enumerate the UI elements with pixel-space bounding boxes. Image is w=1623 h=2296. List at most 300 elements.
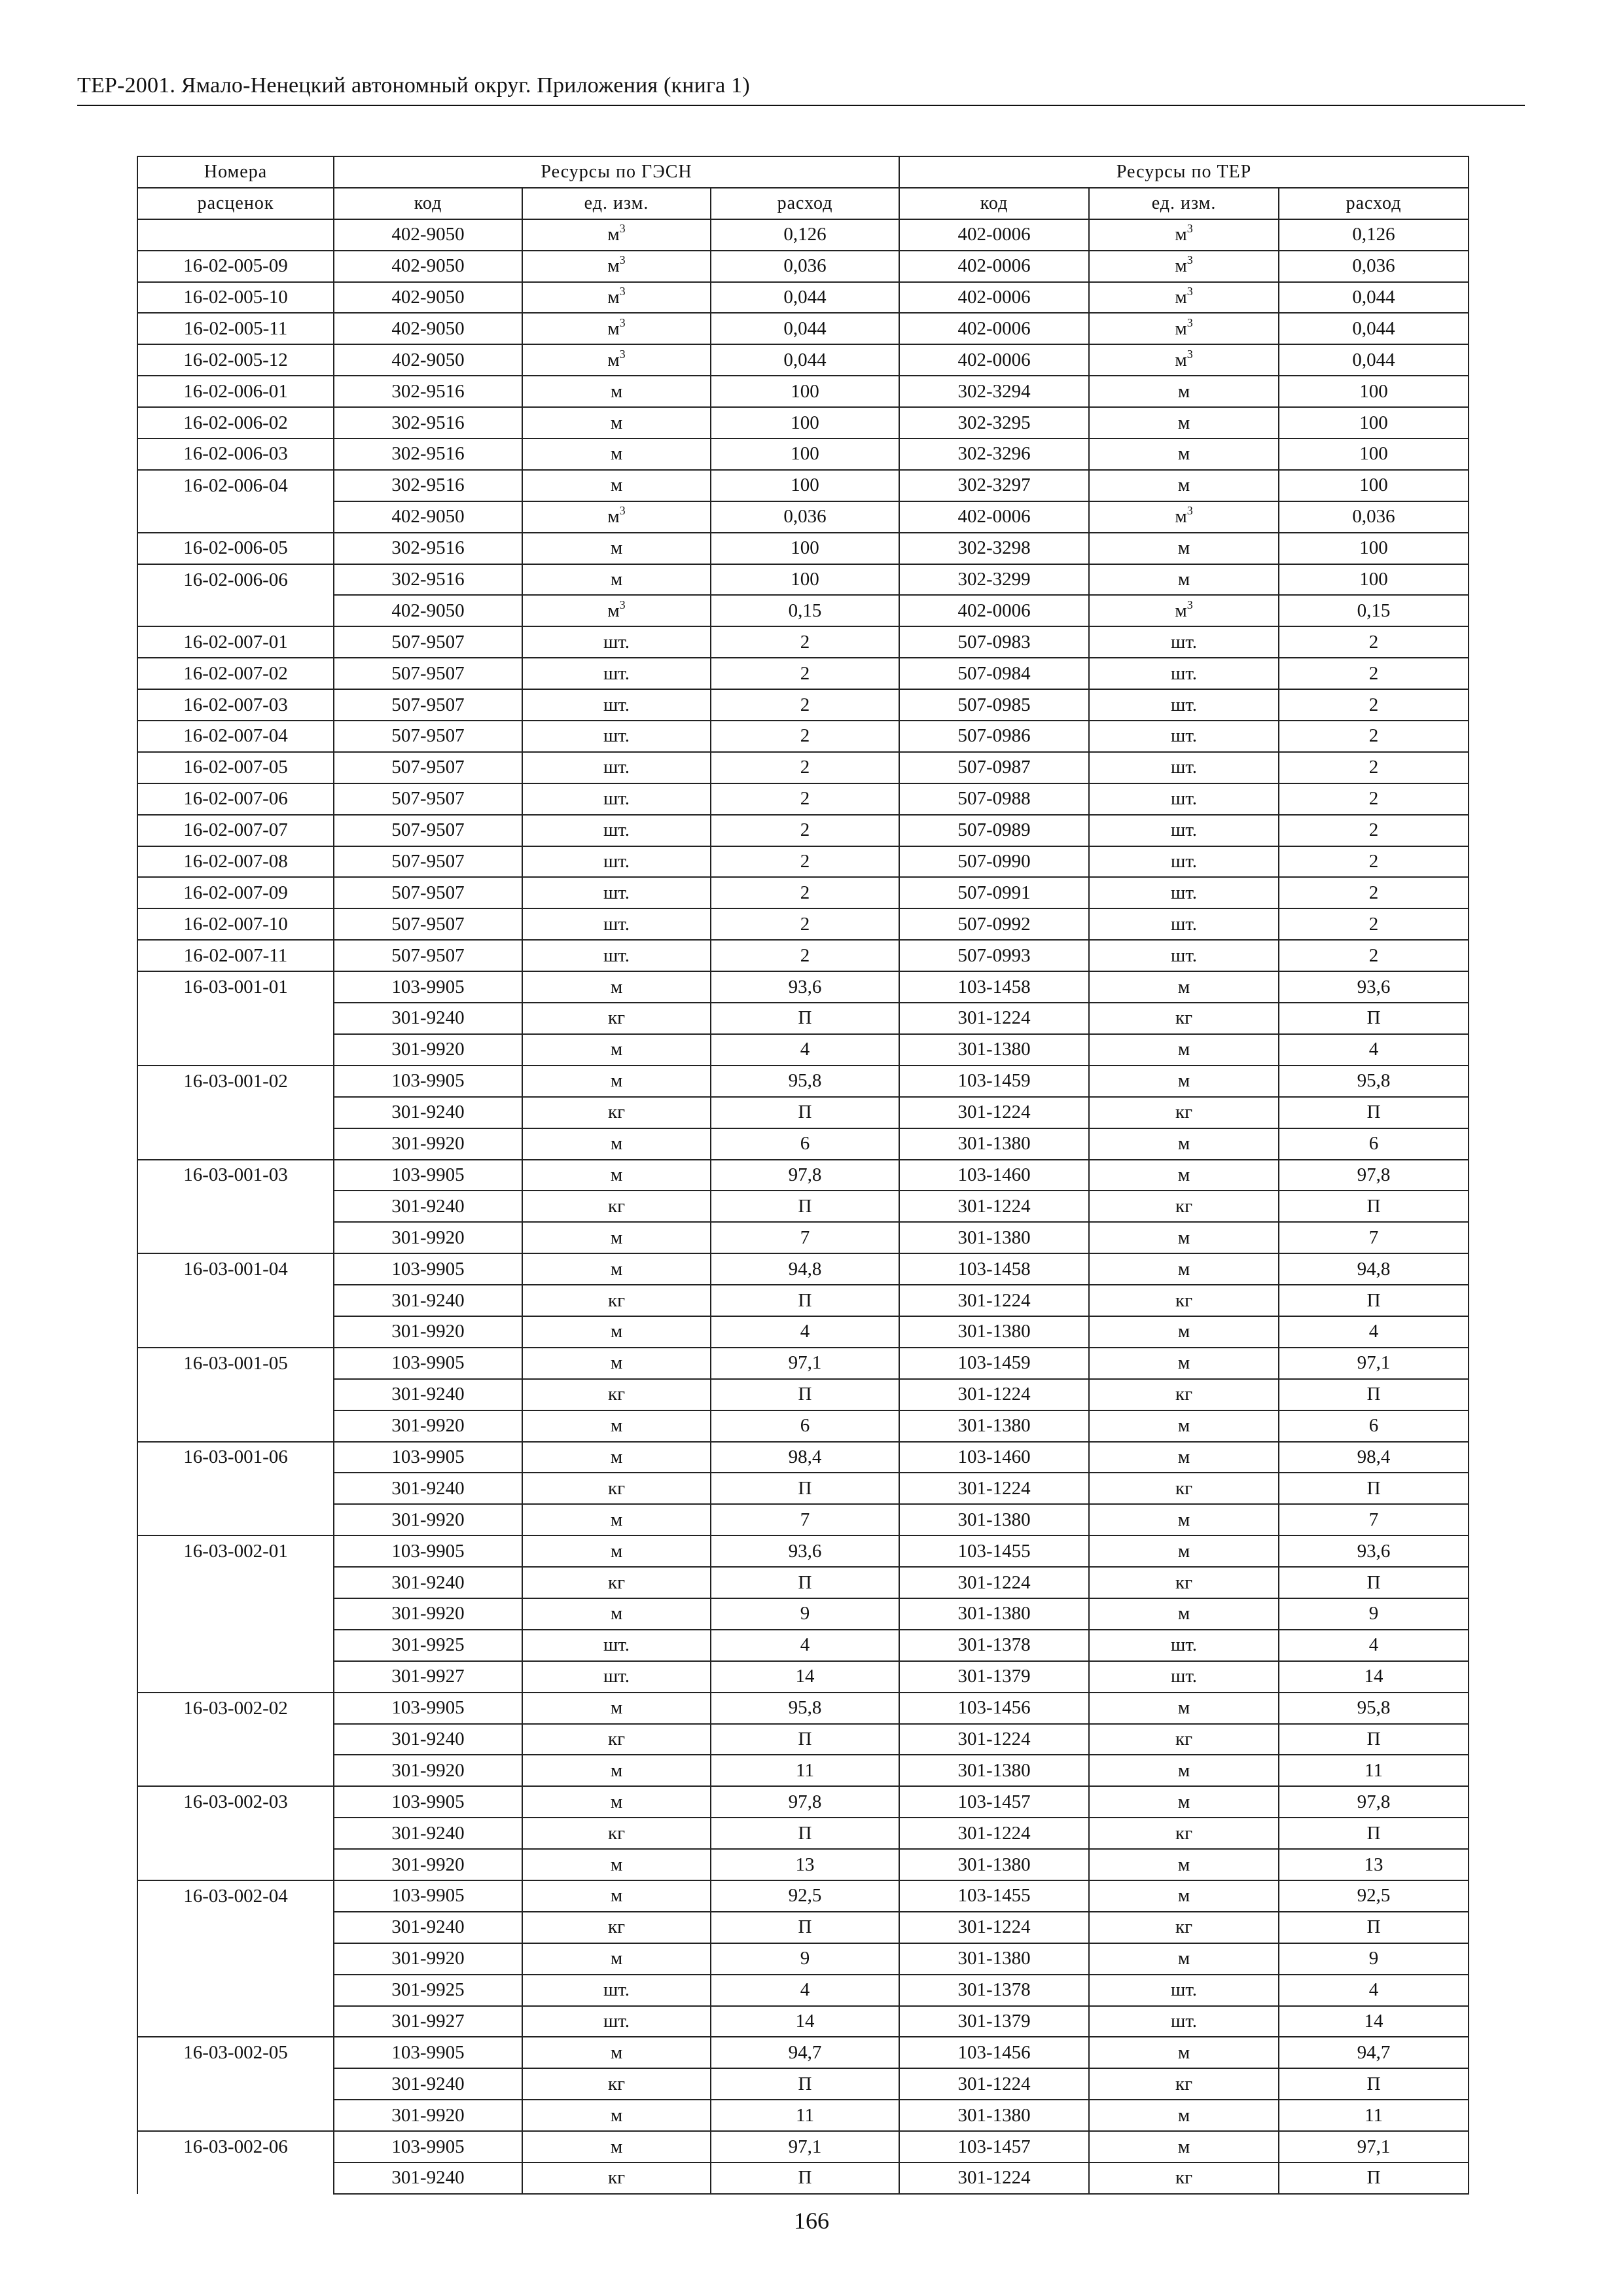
ter-unit-cell [1089, 1191, 1279, 1222]
ter-unit-text: шт. [1170, 819, 1198, 841]
gesn-code-cell [334, 470, 522, 501]
gesn-code-cell [334, 251, 522, 282]
ter-code-cell [899, 1786, 1089, 1818]
ter-amount-cell [1279, 1473, 1469, 1504]
ter-unit-cell [1089, 1818, 1279, 1849]
ter-amount-text: 100 [1359, 475, 1388, 496]
gesn-unit-text: м [610, 1321, 623, 1342]
ter-unit-cell [1089, 626, 1279, 658]
ter-code-cell [899, 846, 1089, 878]
gesn-unit-text: шт. [603, 757, 630, 778]
rate-number-cell [137, 1786, 334, 1818]
gesn-amount-cell [711, 2037, 899, 2068]
ter-amount-cell [1279, 1128, 1469, 1160]
gesn-unit-text: кг [608, 1102, 625, 1123]
unit-exponent: 3 [619, 285, 626, 298]
table-row [137, 1191, 1469, 1222]
gesn-unit-cell [522, 1693, 711, 1724]
ter-unit-text: м [1177, 976, 1190, 997]
gesn-unit-cell [522, 2068, 711, 2100]
ter-code-cell [899, 1442, 1089, 1473]
gesn-code-text: 302-9516 [391, 475, 465, 496]
ter-unit-text: м [1177, 1446, 1190, 1467]
gesn-code-cell [334, 1222, 522, 1253]
rate-number-cell [137, 1504, 334, 1535]
table-row [137, 1066, 1469, 1097]
ter-code-text: 103-1459 [957, 1070, 1031, 1092]
ter-amount-text: 2 [1368, 913, 1379, 935]
rate-number-cell [137, 1348, 334, 1379]
gesn-unit-cell [522, 1975, 711, 2006]
gesn-amount-text: 2 [800, 757, 810, 778]
rate-number-text: 16-03-002-04 [183, 1885, 288, 1907]
gesn-unit-cell [522, 313, 711, 344]
ter-amount-cell [1279, 846, 1469, 878]
rate-number-cell [137, 1442, 334, 1473]
ter-unit-text: кг [1175, 1822, 1193, 1844]
gesn-amount-cell [711, 908, 899, 940]
ter-unit-text: кг [1175, 1102, 1193, 1123]
rate-number-text: 16-02-007-09 [183, 882, 288, 903]
gesn-amount-text: 2 [800, 694, 810, 715]
ter-amount-text: П [1366, 2167, 1381, 2189]
ter-unit-cell [1089, 689, 1279, 721]
gesn-amount-text: 100 [791, 380, 819, 402]
gesn-code-cell [334, 1128, 522, 1160]
rate-number-text: 16-02-005-10 [183, 287, 288, 308]
gesn-unit-text: м [610, 2136, 623, 2157]
gesn-amount-cell [711, 846, 899, 878]
ter-amount-text: П [1366, 2073, 1381, 2094]
ter-code-text: 103-1456 [957, 2041, 1031, 2063]
rate-number-cell [137, 1191, 334, 1222]
gesn-unit-text: $м^3$ [607, 504, 626, 528]
unit-exponent: 3 [1186, 222, 1193, 236]
table-row [137, 1097, 1469, 1128]
ter-amount-cell [1279, 626, 1469, 658]
ter-unit-text: м [1177, 1697, 1190, 1719]
gesn-amount-text: П [798, 1916, 812, 1938]
gesn-unit-text: шт. [603, 2010, 630, 2032]
gesn-code-text: 507-9507 [391, 913, 465, 935]
gesn-unit-text: кг [608, 1384, 625, 1405]
gesn-amount-text: 97,8 [788, 1791, 822, 1812]
gesn-code-cell [334, 2068, 522, 2100]
gesn-code-cell [334, 2006, 522, 2037]
ter-code-text: 103-1457 [957, 2136, 1031, 2157]
ter-code-text: 301-1224 [957, 1195, 1031, 1217]
ter-code-cell [899, 689, 1089, 721]
ter-code-text: 301-1224 [957, 1916, 1031, 1938]
ter-unit-text: м [1177, 475, 1190, 496]
gesn-amount-text: 2 [800, 725, 810, 747]
gesn-code-text: 301-9240 [391, 2073, 465, 2094]
rate-number-text: 16-03-001-01 [183, 977, 288, 998]
ter-amount-cell [1279, 1442, 1469, 1473]
rate-number-text: 16-02-007-08 [183, 851, 288, 872]
ter-code-text: 507-0984 [957, 662, 1031, 684]
ter-unit-cell [1089, 219, 1279, 251]
gesn-amount-cell [711, 1598, 899, 1630]
gesn-unit-text: м [610, 2041, 623, 2063]
gesn-code-text: 301-9240 [391, 1384, 465, 1405]
gesn-amount-text: 95,8 [788, 1070, 822, 1092]
ter-code-cell [899, 1348, 1089, 1379]
ter-unit-cell [1089, 752, 1279, 783]
ter-unit-text: кг [1175, 1571, 1193, 1593]
ter-unit-text: кг [1175, 1289, 1193, 1311]
gesn-amount-cell [711, 1818, 899, 1849]
unit-exponent: 3 [1186, 315, 1193, 329]
ter-unit-cell [1089, 1693, 1279, 1724]
ter-unit-text: кг [1175, 1728, 1193, 1749]
rate-number-text: 16-03-002-02 [183, 1697, 288, 1719]
ter-amount-cell [1279, 877, 1469, 908]
ter-code-cell [899, 1097, 1089, 1128]
ter-code-text: 301-1380 [957, 1227, 1031, 1248]
gesn-code-text: 301-9920 [391, 1948, 465, 1969]
gesn-code-text: 103-9905 [391, 976, 465, 997]
gesn-code-cell [334, 1880, 522, 1912]
gesn-unit-cell [522, 1661, 711, 1693]
gesn-amount-text: 100 [791, 412, 819, 433]
table-row [137, 439, 1469, 470]
ter-code-text: 507-0992 [957, 913, 1031, 935]
gesn-amount-cell [711, 1912, 899, 1943]
gesn-unit-text: м [610, 412, 623, 433]
table-row [137, 595, 1469, 626]
ter-unit-cell [1089, 1442, 1279, 1473]
ter-code-text: 103-1457 [957, 1791, 1031, 1812]
ter-code-text: 302-3299 [957, 569, 1031, 590]
table-row [137, 501, 1469, 533]
gesn-amount-cell [711, 1473, 899, 1504]
table-row [137, 1379, 1469, 1410]
ter-code-cell [899, 752, 1089, 783]
gesn-amount-text: 95,8 [788, 1697, 822, 1719]
rate-number-cell [137, 1535, 334, 1567]
rate-number-cell [137, 1912, 334, 1943]
gesn-unit-text: шт. [603, 882, 630, 903]
ter-amount-cell [1279, 1630, 1469, 1661]
rate-number-cell [137, 251, 334, 282]
ter-unit-text: м [1177, 1948, 1190, 1969]
ter-unit-cell [1089, 1222, 1279, 1253]
ter-amount-cell [1279, 1066, 1469, 1097]
table-row [137, 251, 1469, 282]
gesn-code-cell [334, 721, 522, 752]
ter-unit-text: кг [1175, 1916, 1193, 1938]
ter-code-text: 301-1378 [957, 1634, 1031, 1656]
gesn-amount-text: П [798, 1007, 812, 1029]
ter-amount-text: 7 [1368, 1227, 1379, 1248]
gesn-code-text: 402-9050 [391, 349, 465, 370]
gesn-amount-cell [711, 1661, 899, 1693]
rate-number-cell [137, 877, 334, 908]
gesn-unit-cell [522, 1003, 711, 1034]
ter-unit-text: шт. [1170, 1979, 1198, 2001]
ter-amount-text: П [1366, 1102, 1381, 1123]
gesn-code-text: 103-9905 [391, 1164, 465, 1185]
gesn-code-text: 301-9240 [391, 1007, 465, 1029]
ter-amount-cell [1279, 407, 1469, 439]
ter-unit-cell [1089, 1316, 1279, 1348]
gesn-unit-cell [522, 783, 711, 815]
rate-number-cell [137, 1222, 334, 1253]
ter-amount-text: 0,036 [1352, 506, 1395, 528]
rate-number-cell [137, 721, 334, 752]
ter-amount-cell [1279, 752, 1469, 783]
gesn-unit-text: м [610, 1540, 623, 1562]
ter-code-cell [899, 2162, 1089, 2194]
ter-code-text: 301-1224 [957, 1007, 1031, 1029]
gesn-amount-cell [711, 1191, 899, 1222]
ter-code-cell [899, 219, 1089, 251]
ter-unit-cell [1089, 1975, 1279, 2006]
rate-number-cell [137, 2006, 334, 2037]
ter-unit-cell [1089, 846, 1279, 878]
ter-unit-cell [1089, 1128, 1279, 1160]
gesn-amount-text: 14 [795, 2010, 815, 2032]
gesn-code-cell [334, 1066, 522, 1097]
gesn-code-cell [334, 313, 522, 344]
rate-number-cell [137, 2162, 334, 2194]
ter-code-text: 507-0993 [957, 944, 1031, 966]
gesn-unit-text: шт. [603, 694, 630, 715]
ter-resources-header: Ресурсы по ТЕР [899, 156, 1469, 188]
gesn-code-cell [334, 1598, 522, 1630]
gesn-amount-text: П [798, 1477, 812, 1499]
gesn-unit-text: м [610, 1070, 623, 1092]
ter-unit-cell [1089, 470, 1279, 501]
gesn-unit-cell [522, 1535, 711, 1567]
ter-amount-cell [1279, 1253, 1469, 1285]
gesn-code-cell [334, 1348, 522, 1379]
ter-amount-text: 6 [1368, 1415, 1379, 1437]
ter-unit-text: м [1177, 2136, 1190, 2157]
ter-code-text: 507-0983 [957, 631, 1031, 653]
gesn-unit-cell [522, 1097, 711, 1128]
gesn-code-cell [334, 658, 522, 689]
gesn-unit-text: $м^3$ [607, 253, 626, 277]
ter-unit-text: м [1177, 1321, 1190, 1342]
ter-amount-text: 0,036 [1352, 255, 1395, 277]
ter-unit-cell [1089, 1473, 1279, 1504]
gesn-unit-text: м [610, 1164, 623, 1185]
ter-code-text: 301-1379 [957, 1666, 1031, 1687]
gesn-unit-text: шт. [603, 1634, 630, 1656]
table-row [137, 313, 1469, 344]
table-row [137, 1473, 1469, 1504]
ter-code-cell [899, 376, 1089, 407]
gesn-code-cell [334, 282, 522, 314]
gesn-code-header: код [334, 188, 522, 219]
gesn-code-text: 103-9905 [391, 1697, 465, 1719]
gesn-code-cell [334, 219, 522, 251]
ter-unit-text: $м^3$ [1175, 347, 1193, 370]
ter-amount-text: 97,8 [1357, 1164, 1391, 1185]
table-row [137, 783, 1469, 815]
gesn-code-text: 301-9925 [391, 1979, 465, 2001]
rate-number-cell [137, 1567, 334, 1598]
ter-amount-cell [1279, 971, 1469, 1003]
ter-amount-text: П [1366, 1289, 1381, 1311]
gesn-unit-cell [522, 595, 711, 626]
table-row [137, 1724, 1469, 1755]
gesn-code-text: 301-9920 [391, 1509, 465, 1530]
gesn-amount-cell [711, 501, 899, 533]
ter-amount-cell [1279, 1567, 1469, 1598]
ter-unit-text: м [1177, 1885, 1190, 1907]
gesn-code-cell [334, 1912, 522, 1943]
gesn-unit-cell [522, 1598, 711, 1630]
gesn-amount-cell [711, 1003, 899, 1034]
ter-amount-cell [1279, 2006, 1469, 2037]
gesn-unit-cell [522, 1222, 711, 1253]
gesn-unit-cell [522, 1253, 711, 1285]
ter-amount-text: 0,044 [1352, 317, 1395, 339]
gesn-unit-cell [522, 533, 711, 564]
rate-number-text: 16-03-002-01 [183, 1541, 288, 1562]
gesn-unit-text: $м^3$ [607, 222, 626, 245]
table-row [137, 1160, 1469, 1191]
ter-unit-cell [1089, 595, 1279, 626]
ter-amount-text: П [1366, 1728, 1381, 1749]
ter-code-text: 302-3298 [957, 537, 1031, 559]
gesn-amount-text: 92,5 [788, 1885, 822, 1907]
ter-unit-cell [1089, 533, 1279, 564]
gesn-code-cell [334, 1097, 522, 1128]
gesn-unit-text: $м^3$ [607, 285, 626, 308]
gesn-unit-text: шт. [603, 851, 630, 872]
unit-exponent: 3 [619, 347, 626, 361]
ter-code-text: 507-0987 [957, 757, 1031, 778]
rate-number-text: 16-02-006-02 [183, 412, 288, 433]
gesn-amount-cell [711, 783, 899, 815]
gesn-code-cell [334, 1724, 522, 1755]
gesn-unit-text: $м^3$ [607, 598, 626, 621]
rate-number-text: 16-02-007-07 [183, 819, 288, 841]
ter-unit-text: м [1177, 537, 1190, 559]
ter-code-cell [899, 721, 1089, 752]
ter-code-cell [899, 2006, 1089, 2037]
ter-amount-cell [1279, 1849, 1469, 1880]
table-row [137, 533, 1469, 564]
ter-code-text: 301-1380 [957, 1039, 1031, 1060]
table-row [137, 1348, 1469, 1379]
gesn-amount-text: 97,1 [788, 2136, 822, 2157]
ter-amount-text: 2 [1368, 694, 1379, 715]
ter-code-text: 103-1456 [957, 1697, 1031, 1719]
ter-amount-cell [1279, 219, 1469, 251]
gesn-unit-text: шт. [603, 788, 630, 810]
gesn-amount-cell [711, 1943, 899, 1975]
ter-code-cell [899, 501, 1089, 533]
ter-code-text: 402-0006 [957, 349, 1031, 370]
gesn-amount-cell [711, 1755, 899, 1786]
ter-unit-cell [1089, 1598, 1279, 1630]
resource-table-container [137, 156, 1468, 2195]
gesn-amount-cell [711, 533, 899, 564]
rate-number-cell [137, 501, 334, 533]
gesn-amount-cell [711, 1379, 899, 1410]
gesn-unit-cell [522, 1630, 711, 1661]
table-row [137, 815, 1469, 846]
ter-code-cell [899, 470, 1089, 501]
gesn-amount-text: 4 [800, 1321, 810, 1342]
ter-unit-cell [1089, 313, 1279, 344]
ter-unit-cell [1089, 815, 1279, 846]
ter-unit-text: шт. [1170, 913, 1198, 935]
gesn-code-cell [334, 2162, 522, 2194]
ter-amount-header: расход [1279, 188, 1469, 219]
gesn-unit-cell [522, 1755, 711, 1786]
ter-code-text: 301-1380 [957, 1321, 1031, 1342]
rate-number-cell [137, 2068, 334, 2100]
gesn-unit-cell [522, 564, 711, 596]
gesn-code-cell [334, 1253, 522, 1285]
gesn-code-text: 402-9050 [391, 506, 465, 528]
gesn-amount-text: 100 [791, 537, 819, 559]
ter-code-text: 302-3294 [957, 380, 1031, 402]
ter-amount-cell [1279, 1504, 1469, 1535]
ter-amount-text: 92,5 [1357, 1885, 1391, 1907]
ter-code-text: 301-1224 [957, 1102, 1031, 1123]
gesn-unit-cell [522, 251, 711, 282]
ter-code-cell [899, 1598, 1089, 1630]
gesn-unit-text: кг [608, 1477, 625, 1499]
rate-number-cell [137, 1285, 334, 1316]
ter-unit-cell [1089, 1849, 1279, 1880]
gesn-unit-cell [522, 626, 711, 658]
gesn-code-text: 103-9905 [391, 1791, 465, 1812]
gesn-unit-cell [522, 2037, 711, 2068]
gesn-unit-cell [522, 1160, 711, 1191]
rate-number-cell [137, 1630, 334, 1661]
gesn-amount-text: 0,036 [783, 255, 827, 277]
gesn-code-text: 301-9925 [391, 1634, 465, 1656]
ter-amount-text: 2 [1368, 788, 1379, 810]
gesn-unit-text: м [610, 1446, 623, 1467]
rate-number-cell [137, 1661, 334, 1693]
ter-amount-cell [1279, 783, 1469, 815]
gesn-unit-text: кг [608, 1916, 625, 1938]
gesn-amount-cell [711, 595, 899, 626]
ter-unit-cell [1089, 251, 1279, 282]
ter-amount-cell [1279, 1160, 1469, 1191]
ter-unit-text: м [1177, 2041, 1190, 2063]
ter-code-cell [899, 1003, 1089, 1034]
gesn-code-text: 302-9516 [391, 380, 465, 402]
ter-code-cell [899, 251, 1089, 282]
ter-code-text: 402-0006 [957, 506, 1031, 528]
gesn-amount-text: 100 [791, 475, 819, 496]
gesn-code-text: 507-9507 [391, 725, 465, 747]
gesn-code-text: 507-9507 [391, 757, 465, 778]
gesn-amount-cell [711, 251, 899, 282]
ter-unit-text: шт. [1170, 2010, 1198, 2032]
ter-unit-cell [1089, 1912, 1279, 1943]
ter-amount-cell [1279, 815, 1469, 846]
gesn-code-text: 302-9516 [391, 569, 465, 590]
gesn-code-text: 301-9920 [391, 1603, 465, 1624]
ter-amount-text: 9 [1368, 1948, 1379, 1969]
gesn-amount-text: 13 [795, 1854, 815, 1875]
ter-unit-cell [1089, 1943, 1279, 1975]
ter-unit-text: м [1177, 1791, 1190, 1812]
gesn-unit-cell [522, 752, 711, 783]
gesn-code-cell [334, 1693, 522, 1724]
